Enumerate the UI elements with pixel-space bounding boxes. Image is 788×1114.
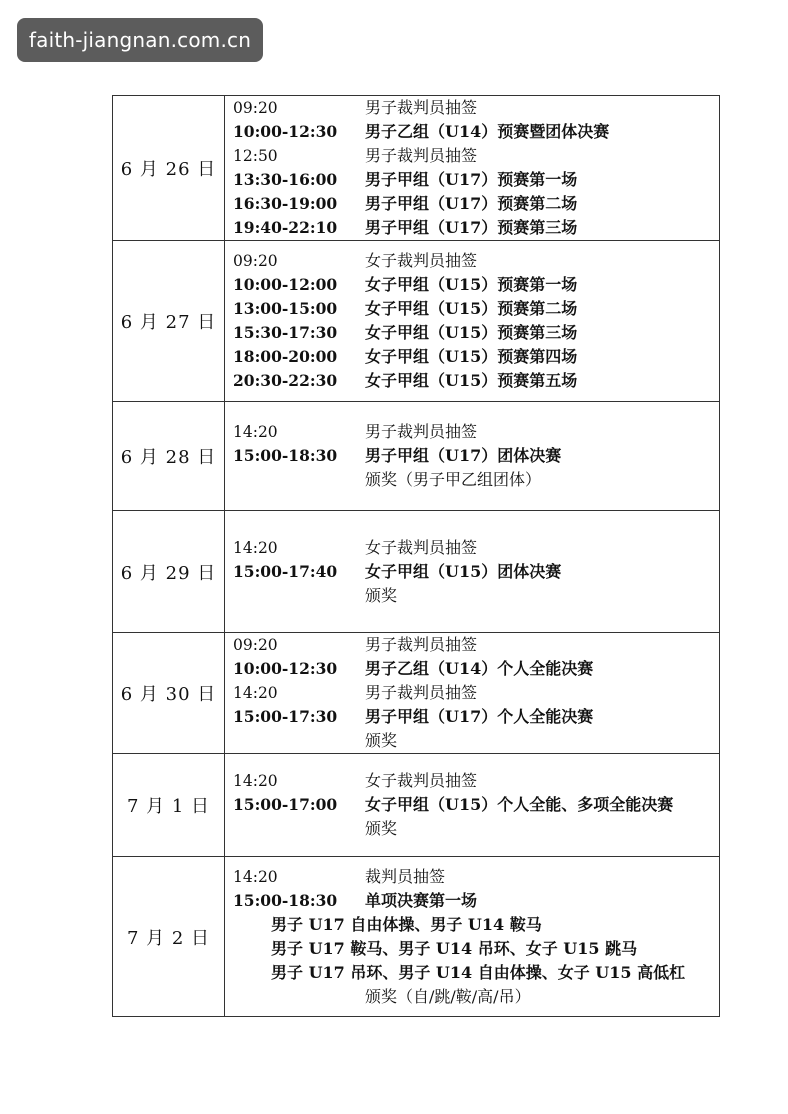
- event-time: 14:20: [233, 539, 278, 557]
- event-description: 女子甲组（U15）团体决赛: [365, 562, 562, 581]
- event-description: 男子甲组（U17）预赛第一场: [365, 170, 578, 189]
- event-time: 15:30-17:30: [233, 323, 338, 342]
- date-cell: 6 月 29 日: [113, 511, 225, 633]
- event-description: 男子裁判员抽签: [365, 635, 478, 654]
- event-time: 10:00-12:30: [233, 659, 338, 678]
- event-line: [225, 657, 719, 681]
- event-time: 15:00-17:40: [233, 562, 338, 581]
- event-description: 颁奖: [365, 731, 398, 750]
- event-description: 男子裁判员抽签: [365, 422, 478, 441]
- event-time: 09:20: [233, 636, 278, 654]
- sub-event-text: 男子 U17 自由体操、男子 U14 鞍马: [271, 915, 542, 934]
- event-line: [225, 216, 719, 240]
- date-cell: 6 月 28 日: [113, 402, 225, 511]
- event-line: [225, 889, 719, 913]
- events-cell: [225, 633, 720, 754]
- event-time: 20:30-22:30: [233, 371, 338, 390]
- date-cell: 7 月 1 日: [113, 754, 225, 857]
- events-cell: [225, 241, 720, 402]
- event-description: 男子甲组（U17）个人全能决赛: [365, 707, 594, 726]
- event-line: [225, 817, 719, 841]
- events-cell: [225, 857, 720, 1017]
- schedule-row: [113, 633, 720, 754]
- date-cell: 7 月 2 日: [113, 857, 225, 1017]
- event-time: 15:00-17:30: [233, 707, 338, 726]
- event-description: 男子甲组（U17）预赛第三场: [365, 218, 578, 237]
- event-description: 男子甲组（U17）预赛第二场: [365, 194, 578, 213]
- event-time: 12:50: [233, 147, 278, 165]
- event-description: 男子乙组（U14）预赛暨团体决赛: [365, 122, 610, 141]
- event-time: 15:00-17:00: [233, 795, 338, 814]
- schedule-body: [113, 96, 720, 1017]
- event-line: [225, 273, 719, 297]
- event-description: 男子裁判员抽签: [365, 146, 478, 165]
- event-description: 男子裁判员抽签: [365, 683, 478, 702]
- event-line: [225, 369, 719, 393]
- event-line: [225, 865, 719, 889]
- events-cell: [225, 754, 720, 857]
- event-line: [225, 144, 719, 168]
- event-description: 颁奖: [365, 586, 398, 605]
- events-cell: [225, 402, 720, 511]
- event-line: [225, 420, 719, 444]
- event-line: [225, 249, 719, 273]
- date-cell: 6 月 27 日: [113, 241, 225, 402]
- date-cell: 6 月 30 日: [113, 633, 225, 754]
- sub-event-line: [225, 937, 719, 961]
- event-time: 14:20: [233, 868, 278, 886]
- event-time: 15:00-18:30: [233, 891, 338, 910]
- event-description: 单项决赛第一场: [365, 891, 478, 910]
- event-time: 09:20: [233, 99, 278, 117]
- event-line: [225, 560, 719, 584]
- event-description: 女子甲组（U15）预赛第二场: [365, 299, 578, 318]
- event-time: 18:00-20:00: [233, 347, 338, 366]
- event-line: [225, 633, 719, 657]
- event-line: [225, 536, 719, 560]
- schedule-row: [113, 511, 720, 633]
- event-description: 裁判员抽签: [365, 867, 446, 886]
- events-cell: [225, 511, 720, 633]
- schedule-row: [113, 241, 720, 402]
- event-description: 女子甲组（U15）预赛第四场: [365, 347, 578, 366]
- event-description: 女子甲组（U15）个人全能、多项全能决赛: [365, 795, 674, 814]
- event-line: [225, 444, 719, 468]
- event-line: [225, 168, 719, 192]
- event-description: 女子甲组（U15）预赛第五场: [365, 371, 578, 390]
- event-description: 颁奖: [365, 819, 398, 838]
- watermark-logo: faith-jiangnan.com.cn: [17, 18, 263, 62]
- event-time: 14:20: [233, 684, 278, 702]
- event-line: [225, 468, 719, 492]
- event-description: 男子甲组（U17）团体决赛: [365, 446, 562, 465]
- schedule-row: [113, 402, 720, 511]
- schedule-row: [113, 96, 720, 241]
- event-time: 13:30-16:00: [233, 170, 338, 189]
- date-cell: 6 月 26 日: [113, 96, 225, 241]
- schedule-row: [113, 857, 720, 1017]
- event-line: [225, 345, 719, 369]
- event-time: 19:40-22:10: [233, 218, 338, 237]
- event-line: [225, 769, 719, 793]
- schedule-table: [112, 95, 720, 1017]
- sub-event-line: [225, 913, 719, 937]
- event-description: 女子裁判员抽签: [365, 771, 478, 790]
- event-line: [225, 96, 719, 120]
- event-description: 男子裁判员抽签: [365, 98, 478, 117]
- event-line: [225, 297, 719, 321]
- event-description: 女子裁判员抽签: [365, 538, 478, 557]
- event-description: 颁奖（男子甲乙组团体）: [365, 470, 542, 489]
- sub-event-text: 男子 U17 鞍马、男子 U14 吊环、女子 U15 跳马: [271, 939, 638, 958]
- event-line: [225, 729, 719, 753]
- event-line: [225, 584, 719, 608]
- event-description: 女子甲组（U15）预赛第三场: [365, 323, 578, 342]
- event-time: 14:20: [233, 772, 278, 790]
- sub-event-line: [225, 961, 719, 985]
- event-line: [225, 120, 719, 144]
- event-time: 10:00-12:00: [233, 275, 338, 294]
- event-time: 13:00-15:00: [233, 299, 338, 318]
- schedule-row: [113, 754, 720, 857]
- event-line: [225, 321, 719, 345]
- event-time: 16:30-19:00: [233, 194, 338, 213]
- event-line: [225, 985, 719, 1009]
- event-time: 09:20: [233, 252, 278, 270]
- event-time: 10:00-12:30: [233, 122, 338, 141]
- event-time: 15:00-18:30: [233, 446, 338, 465]
- event-line: [225, 705, 719, 729]
- event-line: [225, 793, 719, 817]
- event-description: 男子乙组（U14）个人全能决赛: [365, 659, 594, 678]
- event-line: [225, 681, 719, 705]
- sub-event-text: 男子 U17 吊环、男子 U14 自由体操、女子 U15 高低杠: [271, 963, 686, 982]
- event-description: 女子甲组（U15）预赛第一场: [365, 275, 578, 294]
- event-description: 颁奖（自/跳/鞍/高/吊）: [365, 987, 531, 1006]
- events-cell: [225, 96, 720, 241]
- event-description: 女子裁判员抽签: [365, 251, 478, 270]
- event-line: [225, 192, 719, 216]
- event-time: 14:20: [233, 423, 278, 441]
